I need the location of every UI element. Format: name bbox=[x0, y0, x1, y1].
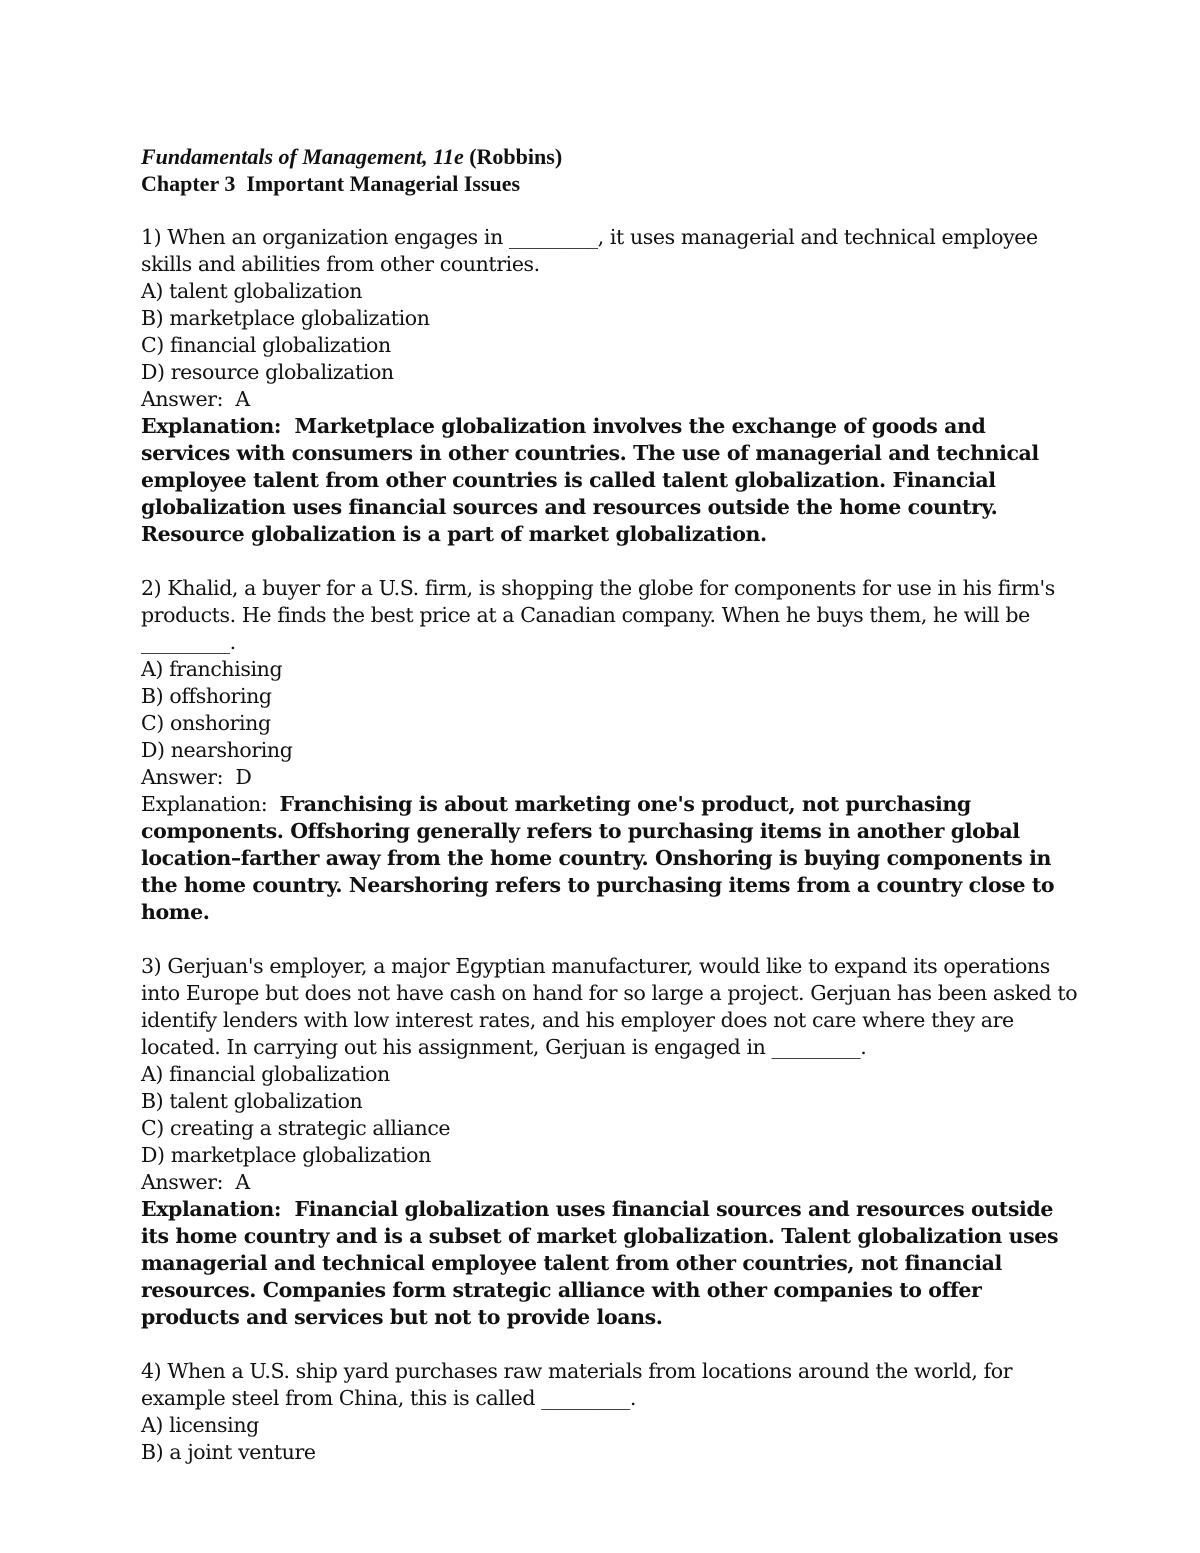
document-header bbox=[141, 143, 1081, 170]
explanation-text: Marketplace globalization involves the exchange of goods and services with consumers in other countries. The use of managerial and technical employee talent from other countries is called talent globalization. Financial globalization uses financial sources and resources outside the home country. Resource globalization is a part of market globalization. bbox=[141, 414, 1039, 546]
chapter-title: Chapter 3 Important Managerial Issues bbox=[141, 171, 521, 196]
question-2 bbox=[141, 575, 1081, 926]
explanation-label: Explanation: bbox=[141, 1197, 282, 1221]
question-stem: 4) When a U.S. ship yard purchases raw materials from locations around the world, for example steel from China, this is called _________. bbox=[141, 1359, 1019, 1410]
book-title: Fundamentals of Management, 11e bbox=[141, 144, 464, 169]
option-d: D) nearshoring bbox=[141, 738, 293, 762]
option-a: A) financial globalization bbox=[141, 1062, 390, 1086]
explanation bbox=[141, 413, 1081, 548]
explanation bbox=[141, 1196, 1081, 1331]
question-3 bbox=[141, 953, 1084, 1331]
question-4 bbox=[141, 1358, 1081, 1466]
author: (Robbins) bbox=[469, 144, 563, 169]
explanation-label: Explanation: bbox=[141, 414, 282, 438]
option-c: C) financial globalization bbox=[141, 333, 391, 357]
option-b: B) a joint venture bbox=[141, 1440, 316, 1464]
explanation bbox=[141, 791, 1081, 926]
option-c: C) creating a strategic alliance bbox=[141, 1116, 451, 1140]
option-b: B) offshoring bbox=[141, 684, 272, 708]
option-a: A) franchising bbox=[141, 657, 283, 681]
answer: Answer: D bbox=[141, 765, 252, 789]
question-stem: 1) When an organization engages in _________, it uses managerial and technical employee skills and abilities from other countries. bbox=[141, 225, 1044, 276]
question-stem: 2) Khalid, a buyer for a U.S. firm, is shopping the globe for components for use in his firm's products. He finds the best price at a Canadian company. When he buys them, he will be _________. bbox=[141, 576, 1062, 654]
answer: Answer: A bbox=[141, 1170, 250, 1194]
option-a: A) talent globalization bbox=[141, 279, 363, 303]
option-b: B) talent globalization bbox=[141, 1089, 363, 1113]
explanation-text: Financial globalization uses financial sources and resources outside its home country and is a subset of market globalization. Talent globalization uses managerial and technical employee talent from other countries, not financial resources. Companies form strategic alliance with other companies to offer products and services but not to provide loans. bbox=[141, 1197, 1059, 1329]
document-page bbox=[141, 143, 1084, 1466]
option-b: B) marketplace globalization bbox=[141, 306, 430, 330]
question-stem: 3) Gerjuan's employer, a major Egyptian manufacturer, would like to expand its operations into Europe but does not have cash on hand for so large a project. Gerjuan has been asked to identify lenders with low interest rates, and his employer does not care where they are located. In carrying out his assignment, Gerjuan is engaged in _________. bbox=[141, 954, 1084, 1059]
option-c: C) onshoring bbox=[141, 711, 271, 735]
answer: Answer: A bbox=[141, 387, 250, 411]
option-a: A) licensing bbox=[141, 1413, 259, 1437]
option-d: D) marketplace globalization bbox=[141, 1143, 431, 1167]
question-1 bbox=[141, 224, 1081, 548]
explanation-text: Franchising is about marketing one's product, not purchasing components. Offshoring generally refers to purchasing items in another global location–farther away from the home country. Onshoring is buying components in the home country. Nearshoring refers to purchasing items from a country close to home. bbox=[141, 792, 1055, 924]
option-d: D) resource globalization bbox=[141, 360, 394, 384]
explanation-label: Explanation: bbox=[141, 792, 268, 816]
